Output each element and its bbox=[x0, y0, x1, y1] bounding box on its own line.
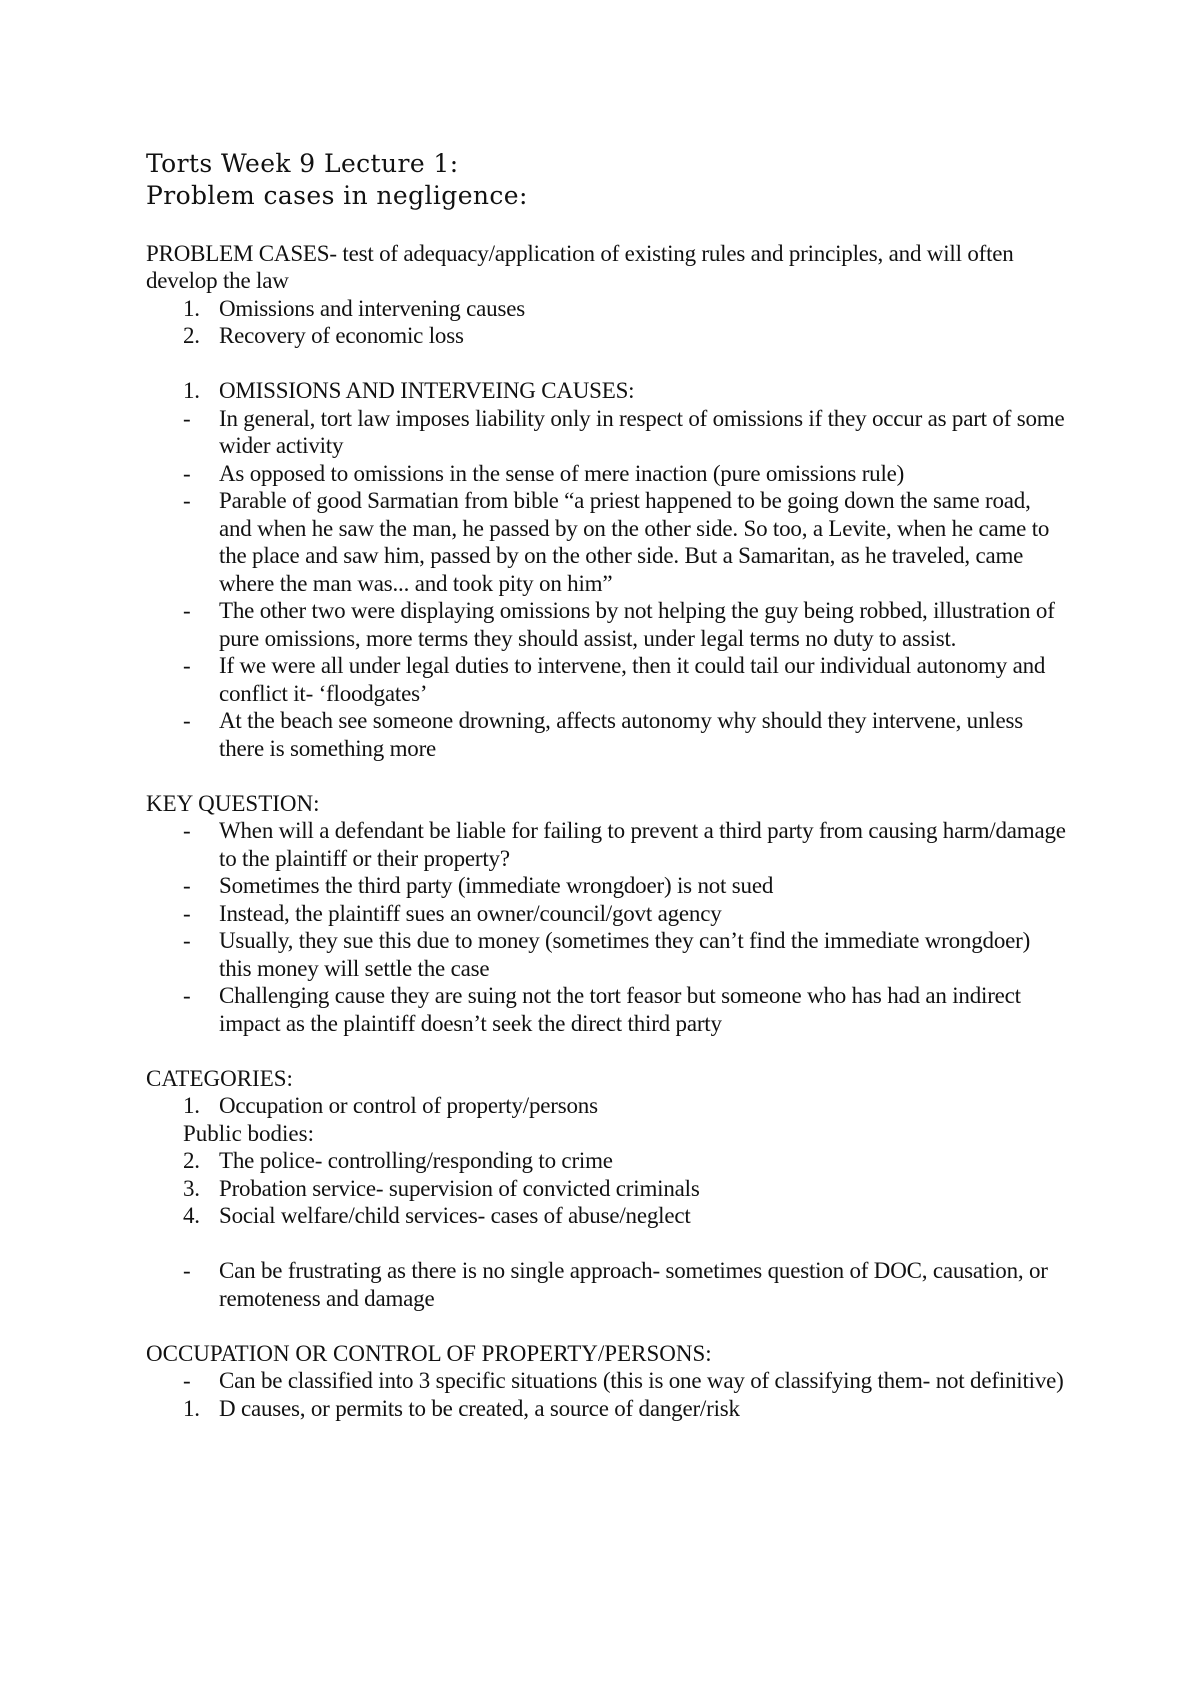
section-heading-key-question: KEY QUESTION: bbox=[146, 790, 320, 816]
dash-marker: - bbox=[183, 928, 191, 953]
dash-marker: - bbox=[183, 460, 191, 486]
list-item-text: Usually, they sue this due to money (sometimes they can’t find the immediate wrongdoer) this money will settle the case bbox=[219, 928, 1031, 981]
dash-marker: - bbox=[183, 1368, 191, 1393]
dash-marker: - bbox=[183, 873, 191, 898]
document-page bbox=[146, 148, 1066, 1422]
list-item bbox=[146, 652, 1066, 707]
dash-marker: - bbox=[183, 983, 191, 1008]
list-item bbox=[146, 872, 1066, 900]
list-item-text: If we were all under legal duties to intervene, then it could tail our individual autonomy and conflict it- ‘floodgates’ bbox=[219, 653, 1046, 706]
list-number: 4. bbox=[183, 1203, 200, 1228]
list-item-text: Sometimes the third party (immediate wrongdoer) is not sued bbox=[219, 873, 774, 898]
dash-marker: - bbox=[183, 1258, 191, 1283]
list-item-text: The other two were displaying omissions by not helping the guy being robbed, illustration of pure omissions, more terms they should assist, under legal terms no duty to assist. bbox=[219, 598, 1055, 651]
dash-marker: - bbox=[183, 900, 191, 926]
subheading-public-bodies: Public bodies: bbox=[183, 1120, 314, 1146]
list-item-text: Parable of good Sarmatian from bible “a priest happened to be going down the same road, and when he saw the man, he passed by on the other side. So too, a Levite, when he came to the place and saw him, passed by on the other side. But a Samaritan, as he traveled, came where the man was... and took pity on him” bbox=[219, 488, 1050, 596]
list-item-text: Can be frustrating as there is no single approach- sometimes question of DOC, causation, or remoteness and damage bbox=[219, 1258, 1048, 1311]
list-item-text: Probation service- supervision of convicted criminals bbox=[219, 1175, 700, 1201]
list-item-text: At the beach see someone drowning, affects autonomy why should they intervene, unless there is something more bbox=[219, 708, 1023, 761]
list-item bbox=[146, 1147, 1066, 1175]
dash-marker: - bbox=[183, 488, 191, 513]
intro-paragraph: PROBLEM CASES- test of adequacy/application of existing rules and principles, and will often develop the law bbox=[146, 240, 1014, 293]
document-subtitle: Problem cases in negligence: bbox=[146, 181, 528, 210]
section-heading-omissions bbox=[146, 377, 1066, 405]
list-item bbox=[146, 405, 1066, 460]
dash-marker: - bbox=[183, 598, 191, 623]
list-item bbox=[146, 900, 1066, 928]
list-item-text: Occupation or control of property/persons bbox=[219, 1093, 598, 1118]
list-item-text: As opposed to omissions in the sense of mere inaction (pure omissions rule) bbox=[219, 460, 905, 486]
intro-list bbox=[146, 295, 1066, 350]
list-item-text: When will a defendant be liable for failing to prevent a third party from causing harm/damage to the plaintiff or their property? bbox=[219, 818, 1066, 871]
list-item bbox=[146, 707, 1066, 762]
omissions-bullets bbox=[146, 405, 1066, 763]
dash-marker: - bbox=[183, 405, 191, 431]
list-item-text: Challenging cause they are suing not the tort feasor but someone who has had an indirect impact as the plaintiff doesn’t seek the direct third party bbox=[219, 983, 1021, 1036]
list-item-text: The police- controlling/responding to crime bbox=[219, 1148, 613, 1173]
list-item bbox=[146, 817, 1066, 872]
list-number: 1. bbox=[183, 295, 200, 321]
list-item bbox=[146, 322, 1066, 350]
list-item bbox=[146, 1367, 1066, 1395]
list-number: 1. bbox=[183, 1395, 200, 1421]
list-number: 2. bbox=[183, 323, 200, 348]
list-item-text: Recovery of economic loss bbox=[219, 323, 464, 348]
list-item bbox=[146, 597, 1066, 652]
list-item bbox=[146, 1202, 1066, 1230]
list-item-text: Social welfare/child services- cases of abuse/neglect bbox=[219, 1203, 691, 1228]
section-heading-categories: CATEGORIES: bbox=[146, 1065, 293, 1091]
list-item bbox=[146, 1175, 1066, 1203]
list-item bbox=[146, 1395, 1066, 1423]
section-heading-occupation: OCCUPATION OR CONTROL OF PROPERTY/PERSONS: bbox=[146, 1340, 712, 1366]
list-item-text: Instead, the plaintiff sues an owner/council/govt agency bbox=[219, 900, 722, 926]
list-item bbox=[146, 460, 1066, 488]
list-number: 3. bbox=[183, 1175, 200, 1201]
list-item bbox=[146, 982, 1066, 1037]
list-number: 2. bbox=[183, 1148, 200, 1173]
key-question-bullets bbox=[146, 817, 1066, 1037]
dash-marker: - bbox=[183, 818, 191, 843]
dash-marker: - bbox=[183, 653, 191, 678]
list-item-text: D causes, or permits to be created, a source of danger/risk bbox=[219, 1395, 740, 1421]
list-item bbox=[146, 487, 1066, 597]
section-heading-text: OMISSIONS AND INTERVEING CAUSES: bbox=[219, 378, 635, 403]
list-item-text: Omissions and intervening causes bbox=[219, 295, 525, 321]
list-item bbox=[146, 1092, 1066, 1120]
list-item bbox=[146, 1257, 1066, 1312]
list-item-text: In general, tort law imposes liability only in respect of omissions if they occur as part of some wider activity bbox=[219, 405, 1065, 458]
list-number: 1. bbox=[183, 378, 200, 403]
list-item-text: Can be classified into 3 specific situations (this is one way of classifying them- not definitive) bbox=[219, 1368, 1064, 1393]
list-item bbox=[146, 927, 1066, 982]
document-title: Torts Week 9 Lecture 1: bbox=[146, 149, 459, 178]
dash-marker: - bbox=[183, 708, 191, 733]
categories-list bbox=[146, 1147, 1066, 1230]
list-item bbox=[146, 295, 1066, 323]
list-number: 1. bbox=[183, 1093, 200, 1118]
